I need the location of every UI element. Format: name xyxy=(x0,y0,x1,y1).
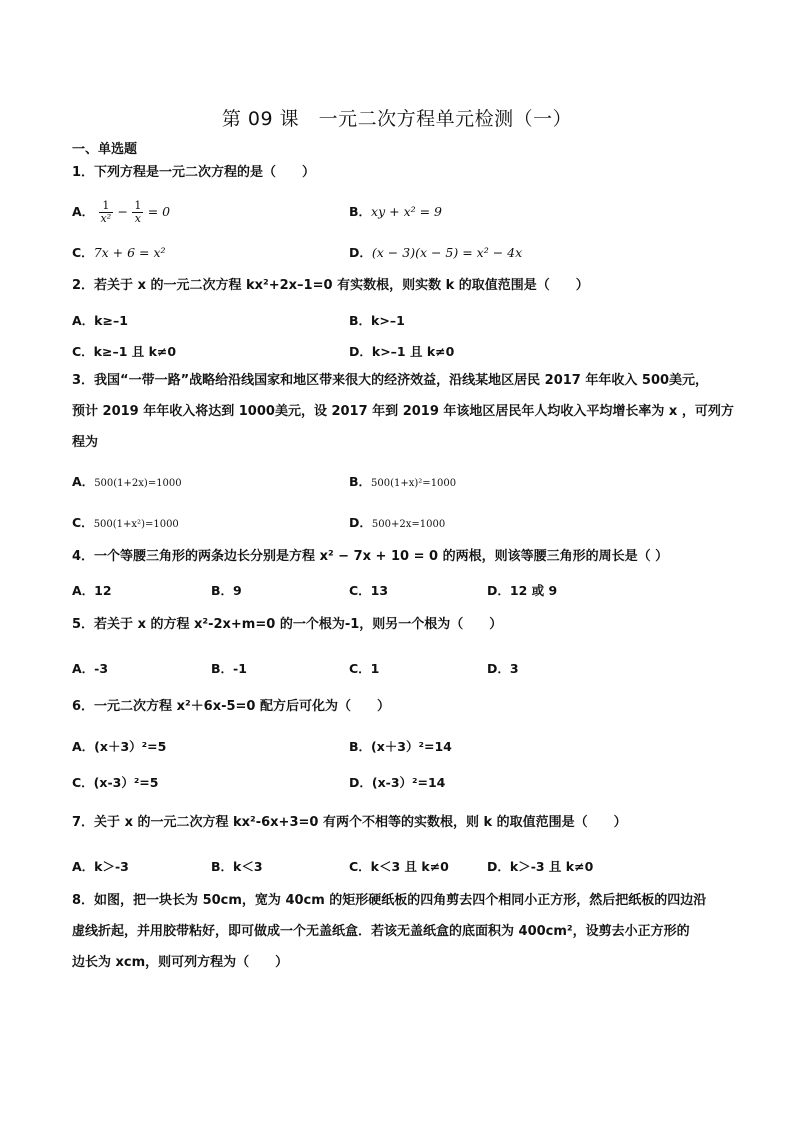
question-3-option-a xyxy=(72,472,182,490)
option-math: 7x + 6 = x² xyxy=(93,245,166,260)
question-3-line-3: 程为 xyxy=(72,435,99,450)
question-5-option-a: A．-3 xyxy=(72,661,109,676)
section-heading: 一、单选题 xyxy=(72,142,138,157)
question-2-option-b: B．k>–1 xyxy=(349,313,405,328)
denominator: x xyxy=(134,212,141,225)
question-3-option-b xyxy=(349,472,456,490)
option-letter: D． xyxy=(349,245,372,260)
question-6-option-c: C．(x-3）²=5 xyxy=(72,775,159,790)
question-2-option-a: A．k≥–1 xyxy=(72,313,128,328)
question-3-line-2: 预计 2019 年年收入将达到 1000美元，设 2017 年到 2019 年该地区居民年人均收入平均增长率为 x ，可列方 xyxy=(72,404,734,419)
fraction-1 xyxy=(99,200,114,225)
question-8-line-1: 8．如图，把一块长为 50cm，宽为 40cm 的矩形硬纸板的四角剪去四个相同小正方形，然后把纸板的四边沿 xyxy=(72,893,707,908)
option-letter: B． xyxy=(349,204,372,219)
question-1-option-b xyxy=(349,202,442,220)
question-2-stem: 2．若关于 x 的一元二次方程 kx²+2x–1=0 有实数根，则实数 k 的取值范围是（ ） xyxy=(72,278,589,293)
fraction-2 xyxy=(132,200,143,225)
question-4-option-a: A．12 xyxy=(72,583,112,598)
question-3-option-d xyxy=(349,513,445,531)
question-7-option-c: C．k＜3 且 k≠0 xyxy=(349,859,449,874)
option-math: 500(1+2x)=1000 xyxy=(94,478,182,489)
question-1-option-a xyxy=(72,200,170,225)
question-4-option-b: B．9 xyxy=(211,583,242,598)
equation-tail: = 0 xyxy=(147,204,171,219)
question-1-stem: 1．下列方程是一元二次方程的是（ ） xyxy=(72,165,316,180)
question-8-line-3: 边长为 xcm，则可列方程为（ ） xyxy=(72,955,289,970)
question-6-option-a: A．(x＋3）²=5 xyxy=(72,739,167,754)
question-6-stem: 6．一元二次方程 x²＋6x-5=0 配方后可化为（ ） xyxy=(72,699,390,714)
question-3-option-c xyxy=(72,513,179,531)
question-7-option-a: A．k＞-3 xyxy=(72,859,129,874)
question-4-option-d: D．12 或 9 xyxy=(487,583,558,598)
page-title: 第 09 课 一元二次方程单元检测（一） xyxy=(221,108,573,130)
option-math: 500+2x=1000 xyxy=(371,519,446,530)
question-1-option-c xyxy=(72,243,166,261)
question-8-line-2: 虚线折起，并用胶带粘好，即可做成一个无盖纸盒．若该无盖纸盒的底面积为 400cm²，设剪去小正方形的 xyxy=(72,924,690,939)
question-7-option-d: D．k＞-3 且 k≠0 xyxy=(487,859,594,874)
question-2-option-d: D．k>–1 且 k≠0 xyxy=(349,344,455,359)
option-letter: C． xyxy=(72,515,94,530)
option-math: 500(1+x²)=1000 xyxy=(93,519,179,530)
question-4-stem: 4．一个等腰三角形的两条边长分别是方程 x² − 7x + 10 = 0 的两根，则该等腰三角形的周长是（ ） xyxy=(72,549,669,564)
question-6-option-b: B．(x＋3）²=14 xyxy=(349,739,452,754)
option-letter: C． xyxy=(72,245,94,260)
question-1-option-d xyxy=(349,243,522,261)
minus-sign: − xyxy=(117,204,129,219)
question-4-option-c: C．13 xyxy=(349,583,389,598)
question-3-line-1: 3．我国“一带一路”战略给沿线国家和地区带来很大的经济效益，沿线某地区居民 2017 年年收入 500美元， xyxy=(72,373,709,388)
option-math: xy + x² = 9 xyxy=(371,204,442,219)
option-letter: B． xyxy=(349,474,372,489)
denominator: x² xyxy=(100,212,112,225)
question-6-option-d: D．(x-3）²=14 xyxy=(349,775,446,790)
question-5-option-d: D．3 xyxy=(487,661,519,676)
question-7-stem: 7．关于 x 的一元二次方程 kx²-6x+3=0 有两个不相等的实数根，则 k 的取值范围是（ ） xyxy=(72,815,627,830)
option-math: 500(1+x)²=1000 xyxy=(371,478,457,489)
question-7-option-b: B．k＜3 xyxy=(211,859,263,874)
question-5-option-c: C．1 xyxy=(349,661,380,676)
option-letter: D． xyxy=(349,515,372,530)
question-5-stem: 5．若关于 x 的方程 x²-2x+m=0 的一个根为-1，则另一个根为（ ） xyxy=(72,617,503,632)
numerator: 1 xyxy=(134,199,142,212)
option-letter: A． xyxy=(72,474,95,489)
option-letter: A． xyxy=(72,204,95,219)
numerator: 1 xyxy=(99,200,114,213)
question-2-option-c: C．k≥–1 且 k≠0 xyxy=(72,344,177,359)
option-math: (x − 3)(x − 5) = x² − 4x xyxy=(371,245,523,260)
question-5-option-b: B．-1 xyxy=(211,661,247,676)
